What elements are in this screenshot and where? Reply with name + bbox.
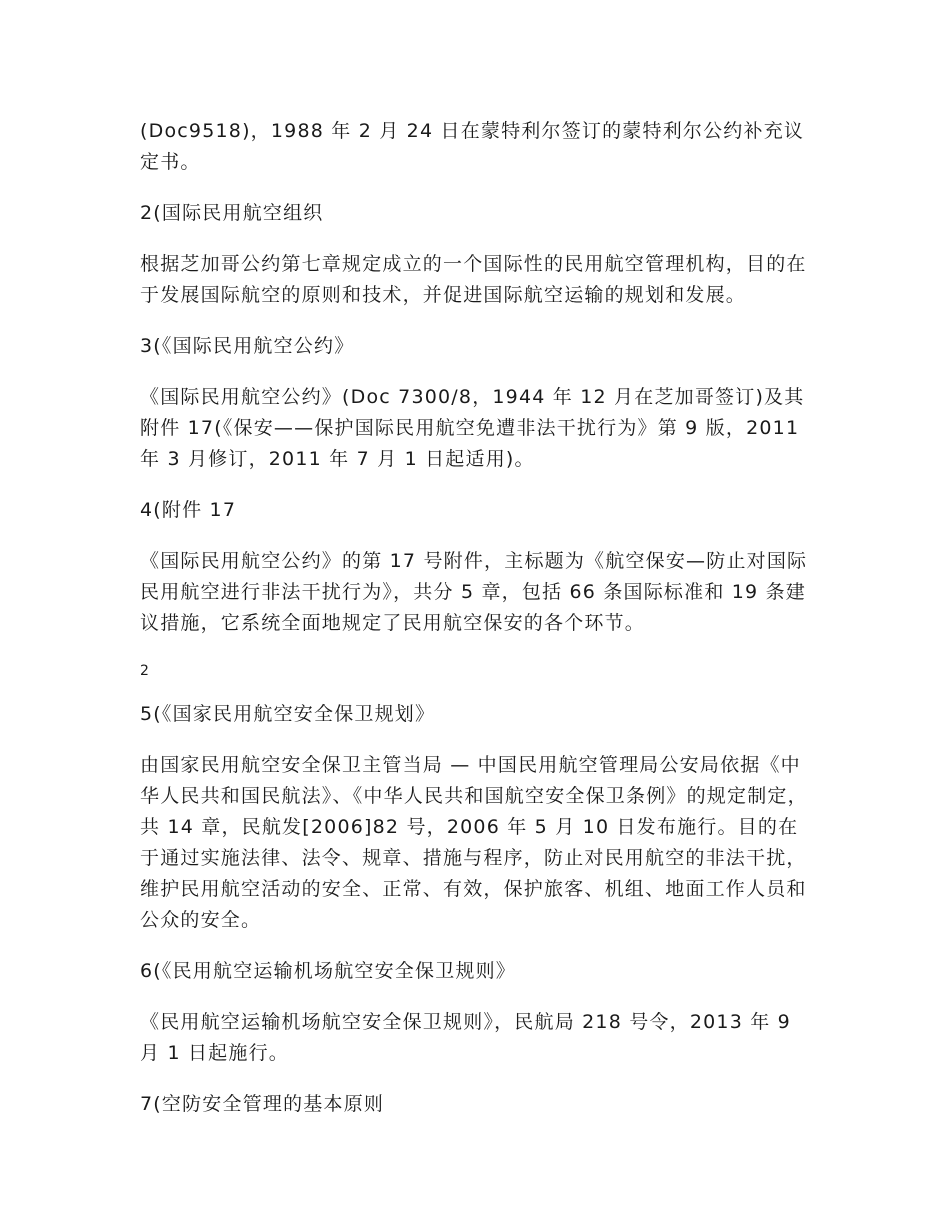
heading-chicago-convention: 3(《国际民用航空公约》 <box>140 335 355 357</box>
heading-airport-security-rules: 6(《民用航空运输机场航空安全保卫规则》 <box>140 960 517 982</box>
document-page <box>140 116 812 1120</box>
heading-national-security-plan: 5(《国家民用航空安全保卫规划》 <box>140 703 436 725</box>
paragraph-chicago-convention: 《国际民用航空公约》(Doc 7300/8，1944 年 12 月在芝加哥签订)及其附件 17(《保安——保护国际民用航空免遭非法干扰行为》第 9 版，2011 年 3 月修订，2011 年 7 月 1 日起适用)。 <box>140 386 805 470</box>
heading-annex-17: 4(附件 17 <box>140 499 237 521</box>
paragraph-protocol: (Doc9518)，1988 年 2 月 24 日在蒙特利尔签订的蒙特利尔公约补充议定书。 <box>140 120 805 173</box>
heading-air-defense-principles: 7(空防安全管理的基本原则 <box>140 1093 385 1115</box>
paragraph-icao: 根据芝加哥公约第七章规定成立的一个国际性的民用航空管理机构，目的在于发展国际航空的原则和技术，并促进国际航空运输的规划和发展。 <box>140 253 807 306</box>
heading-icao: 2(国际民用航空组织 <box>140 202 324 224</box>
page-number: 2 <box>140 663 149 679</box>
paragraph-airport-security-rules: 《民用航空运输机场航空安全保卫规则》，民航局 218 号令，2013 年 9 月 1 日起施行。 <box>140 1011 791 1064</box>
paragraph-national-security-plan: 由国家民用航空安全保卫主管当局 — 中国民用航空管理局公安局依据《中华人民共和国民航法》、《中华人民共和国航空安全保卫条例》的规定制定，共 14 章，民航发[2006]82 号，2006 年 5 月 10 日发布施行。目的在于通过实施法律、法令、规章、措施与程序，防止对民用航空的非法干扰，维护民用航空活动的安全、正常、有效，保护旅客、机组、地面工作人员和公众的安全。 <box>140 754 808 931</box>
paragraph-annex-17: 《国际民用航空公约》的第 17 号附件，主标题为《航空保安—防止对国际民用航空进行非法干扰行为》，共分 5 章，包括 66 条国际标准和 19 条建议措施，它系统全面地规定了民用航空保安的各个环节。 <box>140 550 808 634</box>
